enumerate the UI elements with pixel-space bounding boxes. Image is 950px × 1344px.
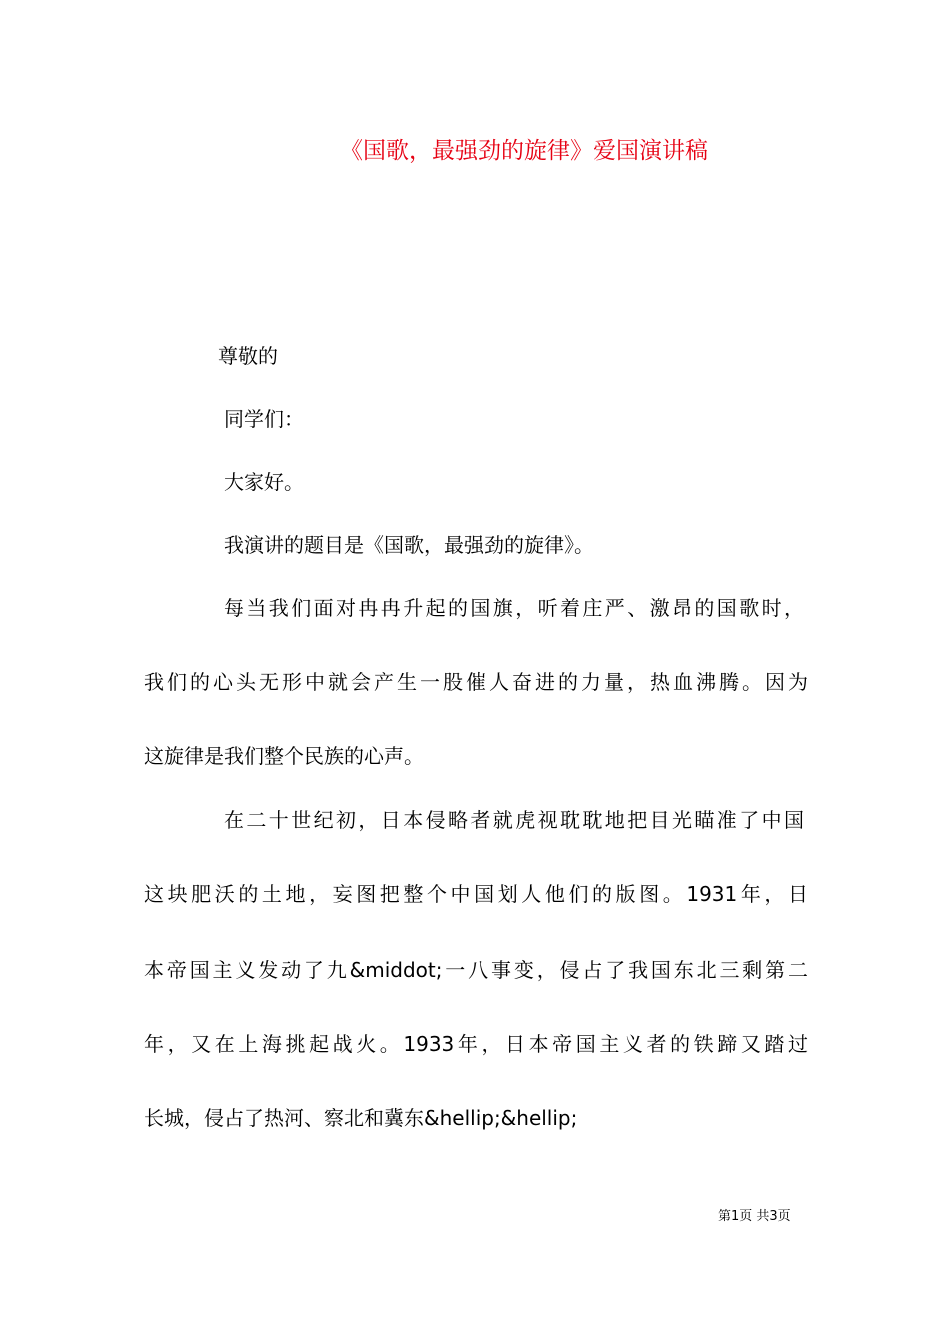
paragraph-2-line: 在二十世纪初，日本侵略者就虎视耽耽地把目光瞄准了中国: [224, 808, 804, 832]
paragraph-2-line: 本帝国主义发动了九&middot;一八事变，侵占了我国东北三剩第二: [144, 958, 808, 982]
greeting-line: 大家好。: [224, 470, 304, 494]
page-number-footer: 第1页 共3页: [718, 1209, 791, 1224]
paragraph-1-line: 每当我们面对冉冉升起的国旗，听着庄严、激昂的国歌时，: [224, 596, 804, 620]
salutation-line-2: 同学们：: [224, 407, 304, 431]
paragraph-1-line: 我们的心头无形中就会产生一股催人奋进的力量，热血沸腾。因为: [144, 670, 808, 694]
topic-line: 我演讲的题目是《国歌，最强劲的旋律》。: [224, 533, 594, 557]
paragraph-2-line: 长城，侵占了热河、察北和冀东&hellip;&hellip;: [144, 1106, 578, 1130]
salutation-line-1: 尊敬的: [218, 344, 278, 368]
paragraph-2-line: 年，又在上海挑起战火。1933年，日本帝国主义者的铁蹄又踏过: [144, 1032, 808, 1056]
paragraph-2-line: 这块肥沃的土地，妄图把整个中国划人他们的版图。1931年，日: [144, 882, 808, 906]
paragraph-1-line: 这旋律是我们整个民族的心声。: [144, 744, 424, 768]
document-title: 《国歌，最强劲的旋律》爱国演讲稿: [340, 138, 708, 164]
